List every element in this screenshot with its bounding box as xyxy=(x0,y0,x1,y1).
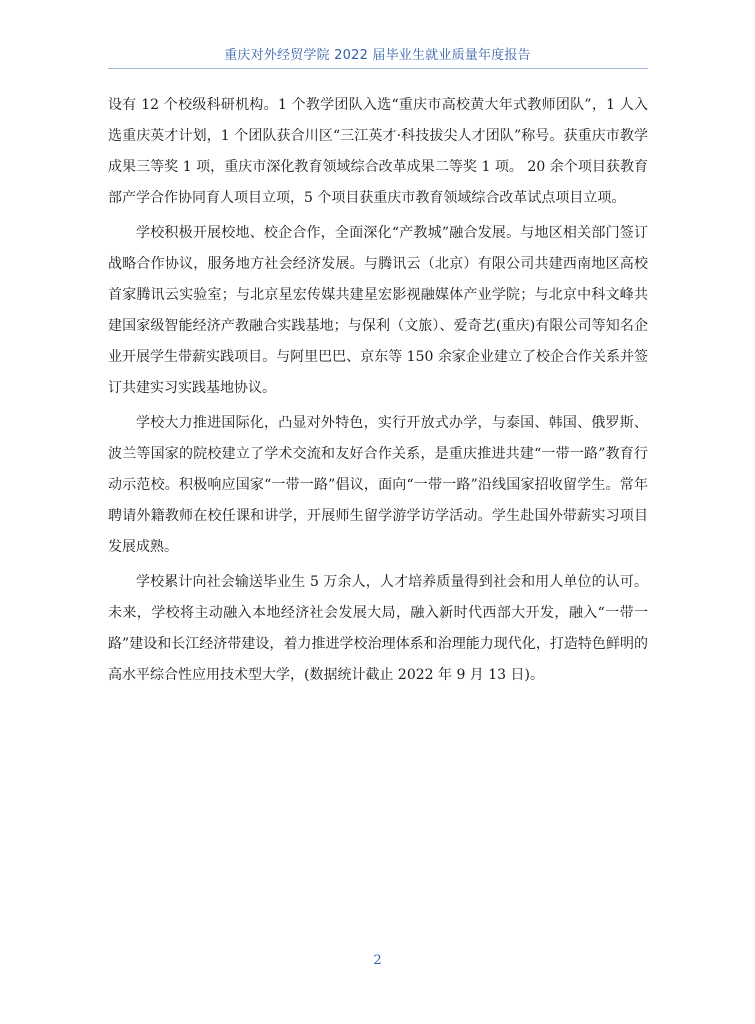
paragraph-internationalization: 学校大力推进国际化，凸显对外特色，实行开放式办学，与泰国、韩国、俄罗斯、波兰等国家的院校建立了学术交流和友好合作关系，是重庆推进共建“一带一路”教育行动示范校。积极响应国家“一带一路”倡议，面向“一带一路”沿线国家招收留学生。常年聘请外籍教师在校任课和讲学，开展师生留学游学访学活动。学生赴国外带薪实习项目发展成熟。 xyxy=(108,415,648,555)
paragraph-graduates-and-future: 学校累计向社会输送毕业生 5 万余人，人才培养质量得到社会和用人单位的认可。未来，学校将主动融入本地经济社会发展大局，融入新时代西部大开发，融入“一带一路”建设和长江经济带建设，着力推进学校治理体系和治理能力现代化，打造特色鲜明的高水平综合性应用技术型大学，(数据统计截止 2022 年 9 月 13 日)。 xyxy=(108,574,648,683)
header-divider xyxy=(108,68,648,69)
document-body xyxy=(108,90,648,695)
running-header: 重庆对外经贸学院 2022 届毕业生就业质量年度报告 xyxy=(224,48,531,63)
paragraph-school-enterprise-cooperation: 学校积极开展校地、校企合作，全面深化“产教城”融合发展。与地区相关部门签订战略合作协议，服务地方社会经济发展。与腾讯云（北京）有限公司共建西南地区高校首家腾讯云实验室；与北京星宏传媒共建星宏影视融媒体产业学院；与北京中科文峰共建国家级智能经济产教融合实践基地；与保利（文旅）、爱奇艺(重庆)有限公司等知名企业开展学生带薪实践项目。与阿里巴巴、京东等 150 余家企业建立了校企合作关系并签订共建实习实践基地协议。 xyxy=(108,225,648,396)
paragraph-research-and-awards: 设有 12 个校级科研机构。1 个教学团队入选“重庆市高校黄大年式教师团队”，1 人入选重庆英才计划，1 个团队获合川区“三江英才·科技拔尖人才团队”称号。获重庆市教学成果三等奖 1 项，重庆市深化教育领域综合改革成果二等奖 1 项。 20 余个项目获教育部产学合作协同育人项目立项，5 个项目获重庆市教育领域综合改革试点项目立项。 xyxy=(108,97,648,206)
page-number: 2 xyxy=(373,953,382,968)
